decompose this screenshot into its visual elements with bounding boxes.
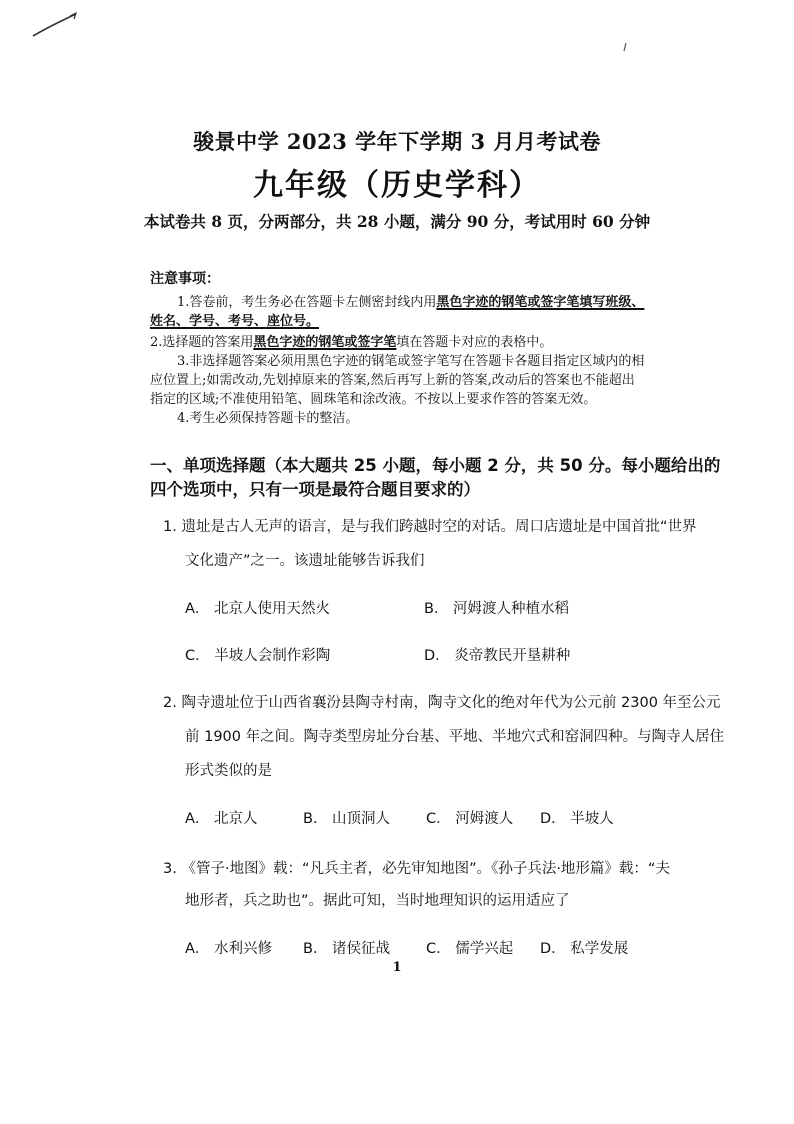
question-1-option-a[interactable]: A． 北京人使用天然火	[185, 601, 331, 617]
question-1-option-c[interactable]: C． 半坡人会制作彩陶	[185, 648, 331, 664]
question-3-option-c[interactable]: C． 儒学兴起	[426, 941, 514, 957]
note-1-line-1	[177, 291, 644, 310]
question-1-line-2: 文化遗产”之一。该遗址能够告诉我们	[185, 553, 425, 569]
note-1-line-2	[150, 310, 319, 329]
question-1-line-1: 1. 遗址是古人无声的语言，是与我们跨越时空的对话。周口店遗址是中国首批“世界	[163, 519, 697, 535]
exam-info-line: 本试卷共 8 页，分两部分，共 28 小题，满分 90 分，考试用时 60 分钟	[143, 212, 651, 231]
note-4: 4.考生必须保持答题卡的整洁。	[177, 411, 359, 426]
question-2-line-3: 形式类似的是	[185, 763, 272, 779]
question-1-option-b[interactable]: B． 河姆渡人种植水稻	[424, 601, 570, 617]
note-2-underlined: 黑色字迹的钢笔或签字笔	[253, 335, 397, 350]
note-2	[150, 331, 552, 350]
page-number: 1	[392, 960, 402, 975]
note-1-underlined-2: 姓名、学号、考号、座位号。	[150, 314, 320, 329]
question-3-line-2: 地形者，兵之助也”。据此可知，当时地理知识的运用适应了	[185, 893, 570, 909]
question-2-option-b[interactable]: B． 山顶洞人	[303, 811, 391, 827]
note-2-text: 2.选择题的答案用	[150, 335, 254, 350]
note-3-line-2: 应位置上;如需改动,先划掉原来的答案,然后再写上新的答案,改动后的答案也不能超出	[150, 373, 635, 388]
question-1-option-d[interactable]: D． 炎帝教民开垦耕种	[424, 648, 571, 664]
notes-heading: 注意事项：	[150, 271, 220, 287]
note-1-text: 1.答卷前，考生务必在答题卡左侧密封线内用	[177, 295, 437, 310]
note-3-line-3: 指定的区域;不准使用铅笔、圆珠笔和涂改液。不按以上要求作答的答案无效。	[150, 392, 597, 407]
pen-stroke-mark	[30, 10, 80, 40]
question-2-option-c[interactable]: C． 河姆渡人	[426, 811, 514, 827]
note-2-text-end: 填在答题卡对应的表格中。	[396, 335, 553, 350]
scan-speck	[622, 42, 628, 52]
question-2-option-a[interactable]: A． 北京人	[185, 811, 258, 827]
question-2-line-2: 前 1900 年之间。陶寺类型房址分台基、平地、半地穴式和窑洞四种。与陶寺人居住	[185, 729, 725, 745]
exam-subject-title: 九年级（历史学科）	[253, 168, 541, 203]
exam-title: 骏景中学 2023 学年下学期 3 月月考试卷	[193, 129, 601, 154]
section-1-heading-line-1: 一、单项选择题（本大题共 25 小题，每小题 2 分，共 50 分。每小题给出的	[150, 456, 721, 475]
question-2-line-1: 2. 陶寺遗址位于山西省襄汾县陶寺村南，陶寺文化的绝对年代为公元前 2300 年至公元	[163, 695, 721, 711]
question-3-option-b[interactable]: B． 诸侯征战	[303, 941, 391, 957]
section-1-heading-line-2: 四个选项中，只有一项是最符合题目要求的）	[150, 480, 480, 499]
note-1-underlined: 黑色字迹的钢笔或签字笔填写班级、	[436, 295, 645, 310]
question-3-option-d[interactable]: D． 私学发展	[540, 941, 629, 957]
question-2-option-d[interactable]: D． 半坡人	[540, 811, 614, 827]
question-3-option-a[interactable]: A． 水利兴修	[185, 941, 273, 957]
note-3-line-1: 3.非选择题答案必须用黑色字迹的钢笔或签字笔写在答题卡各题目指定区域内的相	[177, 354, 645, 369]
question-3-line-1: 3. 《管子·地图》载：“凡兵主者，必先审知地图”。《孙子兵法·地形篇》载：“夫	[163, 861, 670, 877]
